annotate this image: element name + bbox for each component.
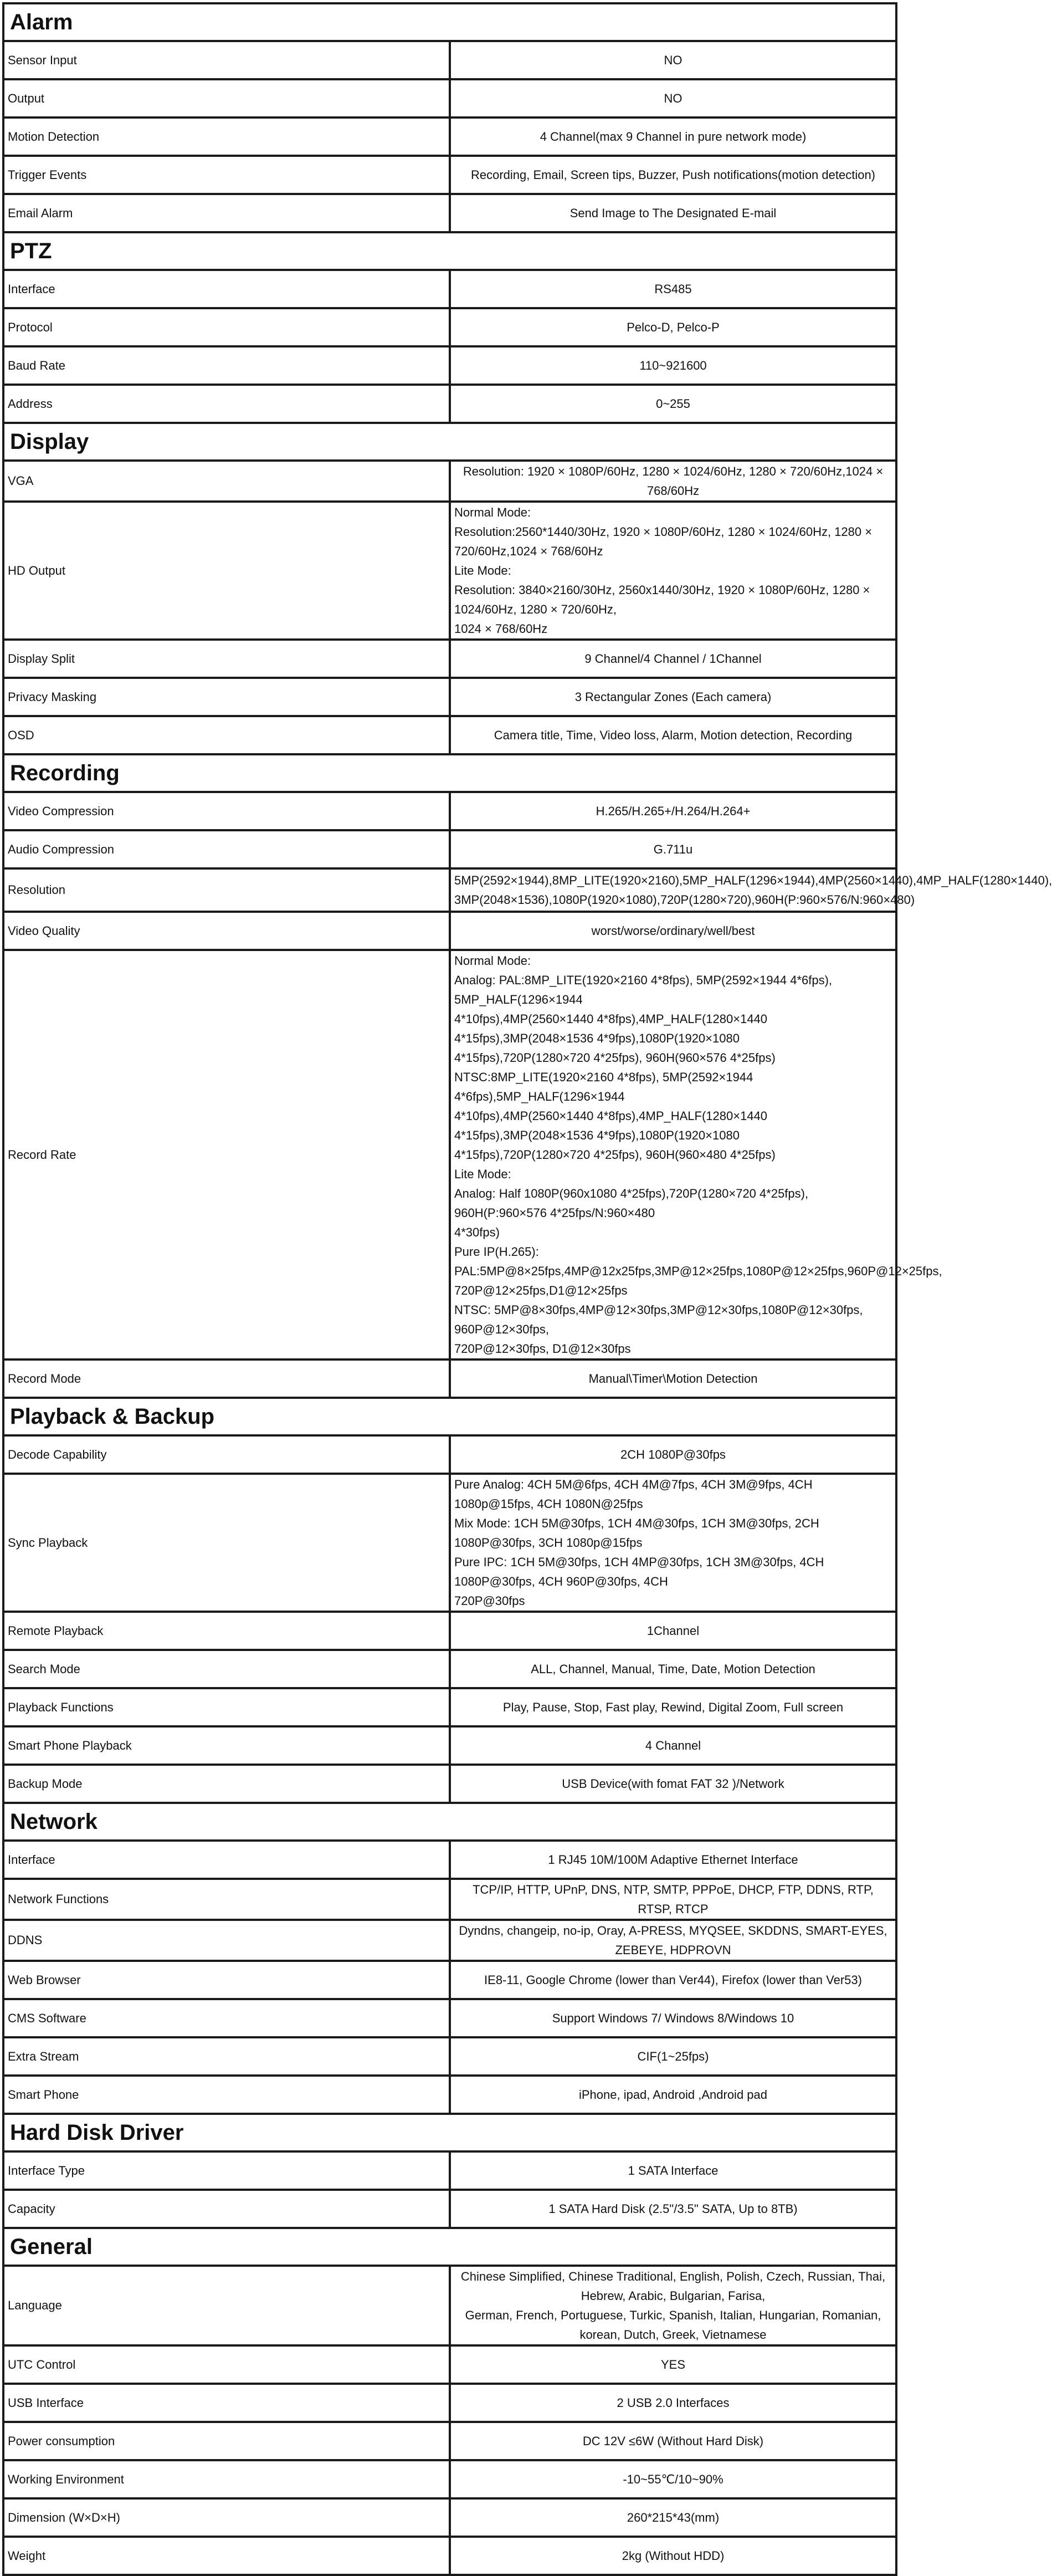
spec-value-vga: Resolution: 1920 × 1080P/60Hz, 1280 × 1024/60Hz, 1280 × 720/60Hz,1024 × 768/60Hz [450,461,896,502]
spec-row [3,1435,896,1474]
spec-sheet [2,2,1052,2576]
spec-value-smart-phone-playback: 4 Channel [450,1726,896,1765]
spec-row [3,2537,896,2575]
spec-row [3,156,896,194]
spec-label-output: Output [3,79,450,117]
spec-value-record-rate: Normal Mode: Analog: PAL:8MP_LITE(1920×2160 4*8fps), 5MP(2592×1944 4*6fps), 5MP_HALF(1296×1944 4*10fps),4MP(2560×1440 4*8fps),4MP_HALF(1280×1440 4*15fps),3MP(2048×1536 4*9fps),1080P(1920×1080 4*15fps),720P(1280×720 4*25fps), 960H(960×576 4*25fps) NTSC:8MP_LITE(1920×2160 4*8fps), 5MP(2592×1944 4*6fps),5MP_HALF(1296×1944 4*10fps),4MP(2560×1440 4*8fps),4MP_HALF(1280×1440 4*15fps),3MP(2048×1536 4*9fps),1080P(1920×1080 4*15fps),720P(1280×720 4*25fps), 960H(960×480 4*25fps) Lite Mode: Analog: Half 1080P(960x1080 4*25fps),720P(1280×720 4*25fps), 960H(P:960×576 4*25fps/N:960×480 4*30fps) Pure IP(H.265): PAL:5MP@8×25fps,4MP@12x25fps,3MP@12×25fps,1080P@12×25fps,960P@12×25fps, 720P@12×25fps,D1@12×25fps NTSC: 5MP@8×30fps,4MP@12×30fps,3MP@12×30fps,1080P@12×30fps, 960P@12×30fps, 720P@12×30fps, D1@12×30fps [450,950,896,1359]
spec-label-motion-detection: Motion Detection [3,117,450,156]
section-header-row [3,232,896,270]
spec-value-cms-software: Support Windows 7/ Windows 8/Windows 10 [450,1999,896,2037]
spec-row [3,950,896,1359]
spec-value-power-consumption: DC 12V ≤6W (Without Hard Disk) [450,2422,896,2460]
spec-value-backup-mode: USB Device(with fomat FAT 32 )/Network [450,1765,896,1803]
section-title-playback-backup: Playback & Backup [3,1398,896,1435]
spec-label-network-functions: Network Functions [3,1879,450,1920]
spec-row [3,2345,896,2384]
spec-value-web-browser: IE8-11, Google Chrome (lower than Ver44), Firefox (lower than Ver53) [450,1961,896,1999]
spec-row [3,830,896,868]
spec-label-display-split: Display Split [3,640,450,678]
spec-row [3,346,896,385]
spec-value-baud-rate: 110~921600 [450,346,896,385]
spec-row [3,1879,896,1920]
spec-label-sync-playback: Sync Playback [3,1474,450,1612]
spec-row [3,1961,896,1999]
spec-row [3,2460,896,2498]
spec-value-decode-capability: 2CH 1080P@30fps [450,1435,896,1474]
section-header-row [3,1398,896,1435]
spec-label-trigger-events: Trigger Events [3,156,450,194]
section-title-hard-disk-driver: Hard Disk Driver [3,2114,896,2151]
spec-row [3,502,896,640]
spec-row [3,912,896,950]
spec-label-language: Language [3,2266,450,2345]
spec-value-hd-output: Normal Mode: Resolution:2560*1440/30Hz, 1920 × 1080P/60Hz, 1280 × 1024/60Hz, 1280 × 720/60Hz,1024 × 768/60Hz Lite Mode: Resolution: 3840×2160/30Hz, 2560x1440/30Hz, 1920 × 1080P/60Hz, 1280 × 1024/60Hz, 1280 × 720/60Hz, 1024 × 768/60Hz [450,502,896,640]
spec-label-ddns: DDNS [3,1920,450,1961]
spec-label-record-mode: Record Mode [3,1359,450,1398]
spec-value-motion-detection: 4 Channel(max 9 Channel in pure network mode) [450,117,896,156]
spec-row [3,1359,896,1398]
spec-row [3,194,896,232]
spec-row [3,2266,896,2345]
spec-row [3,385,896,423]
section-header-row [3,3,896,41]
spec-row [3,792,896,830]
spec-value-resolution: 5MP(2592×1944),8MP_LITE(1920×2160),5MP_HALF(1296×1944),4MP(2560×1440),4MP_HALF(1280×1440), 3MP(2048×1536),1080P(1920×1080),720P(1280×720),960H(P:960×576/N:960×480) [450,868,896,912]
spec-value-protocol: Pelco-D, Pelco-P [450,308,896,346]
section-header-row [3,2114,896,2151]
spec-value-video-quality: worst/worse/ordinary/well/best [450,912,896,950]
spec-label-playback-functions: Playback Functions [3,1688,450,1726]
spec-label-capacity: Capacity [3,2190,450,2228]
spec-label-video-quality: Video Quality [3,912,450,950]
spec-value-search-mode: ALL, Channel, Manual, Time, Date, Motion Detection [450,1650,896,1688]
spec-label-web-browser: Web Browser [3,1961,450,1999]
spec-label-usb-interface: USB Interface [3,2384,450,2422]
spec-label-interface-type: Interface Type [3,2151,450,2190]
section-header-row [3,1803,896,1841]
spec-row [3,640,896,678]
spec-row [3,2151,896,2190]
spec-label-weight: Weight [3,2537,450,2575]
spec-label-address: Address [3,385,450,423]
spec-row [3,1999,896,2037]
spec-row [3,2422,896,2460]
spec-label-extra-stream: Extra Stream [3,2037,450,2076]
spec-value-privacy-masking: 3 Rectangular Zones (Each camera) [450,678,896,716]
spec-label-interface: Interface [3,270,450,308]
spec-label-search-mode: Search Mode [3,1650,450,1688]
spec-label-backup-mode: Backup Mode [3,1765,450,1803]
spec-value-email-alarm: Send Image to The Designated E-mail [450,194,896,232]
spec-label-protocol: Protocol [3,308,450,346]
spec-row [3,2190,896,2228]
spec-value-network-functions: TCP/IP, HTTP, UPnP, DNS, NTP, SMTP, PPPoE, DHCP, FTP, DDNS, RTP, RTSP, RTCP [450,1879,896,1920]
spec-value-trigger-events: Recording, Email, Screen tips, Buzzer, Push notifications(motion detection) [450,156,896,194]
section-title-recording: Recording [3,754,896,792]
section-title-display: Display [3,423,896,461]
spec-value-video-compression: H.265/H.265+/H.264/H.264+ [450,792,896,830]
section-header-row [3,423,896,461]
spec-value-interface: RS485 [450,270,896,308]
spec-row [3,678,896,716]
spec-row [3,2384,896,2422]
spec-label-record-rate: Record Rate [3,950,450,1359]
spec-label-video-compression: Video Compression [3,792,450,830]
spec-value-ddns: Dyndns, changeip, no-ip, Oray, A-PRESS, MYQSEE, SKDDNS, SMART-EYES, ZEBEYE, HDPROVN [450,1920,896,1961]
spec-row [3,41,896,79]
spec-row [3,270,896,308]
spec-value-usb-interface: 2 USB 2.0 Interfaces [450,2384,896,2422]
spec-row [3,716,896,754]
spec-value-audio-compression: G.711u [450,830,896,868]
spec-value-playback-functions: Play, Pause, Stop, Fast play, Rewind, Digital Zoom, Full screen [450,1688,896,1726]
spec-label-email-alarm: Email Alarm [3,194,450,232]
spec-value-interface: 1 RJ45 10M/100M Adaptive Ethernet Interface [450,1841,896,1879]
spec-row [3,461,896,502]
spec-row [3,1650,896,1688]
spec-row [3,79,896,117]
spec-row [3,1474,896,1612]
spec-value-address: 0~255 [450,385,896,423]
spec-value-record-mode: Manual\Timer\Motion Detection [450,1359,896,1398]
spec-row [3,117,896,156]
spec-row [3,308,896,346]
section-title-general: General [3,2228,896,2266]
section-header-row [3,754,896,792]
spec-label-hd-output: HD Output [3,502,450,640]
spec-label-audio-compression: Audio Compression [3,830,450,868]
spec-label-sensor-input: Sensor Input [3,41,450,79]
spec-row [3,2037,896,2076]
section-header-row [3,2228,896,2266]
spec-value-capacity: 1 SATA Hard Disk (2.5"/3.5" SATA, Up to 8TB) [450,2190,896,2228]
spec-value-osd: Camera title, Time, Video loss, Alarm, Motion detection, Recording [450,716,896,754]
spec-value-display-split: 9 Channel/4 Channel / 1Channel [450,640,896,678]
spec-value-extra-stream: CIF(1~25fps) [450,2037,896,2076]
spec-value-weight: 2kg (Without HDD) [450,2537,896,2575]
spec-label-working-environment: Working Environment [3,2460,450,2498]
spec-row [3,868,896,912]
spec-value-sensor-input: NO [450,41,896,79]
spec-row [3,1920,896,1961]
spec-value-interface-type: 1 SATA Interface [450,2151,896,2190]
spec-row [3,1765,896,1803]
spec-label-smart-phone: Smart Phone [3,2076,450,2114]
section-title-alarm: Alarm [3,3,896,41]
spec-label-power-consumption: Power consumption [3,2422,450,2460]
spec-label-smart-phone-playback: Smart Phone Playback [3,1726,450,1765]
spec-value-smart-phone: iPhone, ipad, Android ,Android pad [450,2076,896,2114]
spec-row [3,1688,896,1726]
spec-value-utc-control: YES [450,2345,896,2384]
spec-value-language: Chinese Simplified, Chinese Traditional, English, Polish, Czech, Russian, Thai, Hebrew, Arabic, Bulgarian, Farisa, German, French, Portuguese, Turkic, Spanish, Italian, Hungarian, Romanian, korean, Dutch, Greek, Vietnamese [450,2266,896,2345]
spec-label-dimension-w-d-h: Dimension (W×D×H) [3,2498,450,2537]
spec-row [3,1726,896,1765]
spec-label-decode-capability: Decode Capability [3,1435,450,1474]
spec-label-vga: VGA [3,461,450,502]
spec-label-utc-control: UTC Control [3,2345,450,2384]
spec-row [3,1841,896,1879]
spec-label-interface: Interface [3,1841,450,1879]
spec-label-cms-software: CMS Software [3,1999,450,2037]
spec-value-working-environment: -10~55℃/10~90% [450,2460,896,2498]
spec-row [3,1612,896,1650]
section-title-ptz: PTZ [3,232,896,270]
spec-row [3,2498,896,2537]
spec-value-dimension-w-d-h: 260*215*43(mm) [450,2498,896,2537]
spec-label-resolution: Resolution [3,868,450,912]
section-title-network: Network [3,1803,896,1841]
spec-row [3,2076,896,2114]
spec-value-remote-playback: 1Channel [450,1612,896,1650]
spec-value-output: NO [450,79,896,117]
spec-label-remote-playback: Remote Playback [3,1612,450,1650]
spec-value-sync-playback: Pure Analog: 4CH 5M@6fps, 4CH 4M@7fps, 4CH 3M@9fps, 4CH 1080p@15fps, 4CH 1080N@25fps Mix Mode: 1CH 5M@30fps, 1CH 4M@30fps, 1CH 3M@30fps, 2CH 1080P@30fps, 3CH 1080p@15fps Pure IPC: 1CH 5M@30fps, 1CH 4MP@30fps, 1CH 3M@30fps, 4CH 1080P@30fps, 4CH 960P@30fps, 4CH 720P@30fps [450,1474,896,1612]
spec-table [2,2,1052,2576]
spec-label-baud-rate: Baud Rate [3,346,450,385]
spec-label-privacy-masking: Privacy Masking [3,678,450,716]
spec-label-osd: OSD [3,716,450,754]
